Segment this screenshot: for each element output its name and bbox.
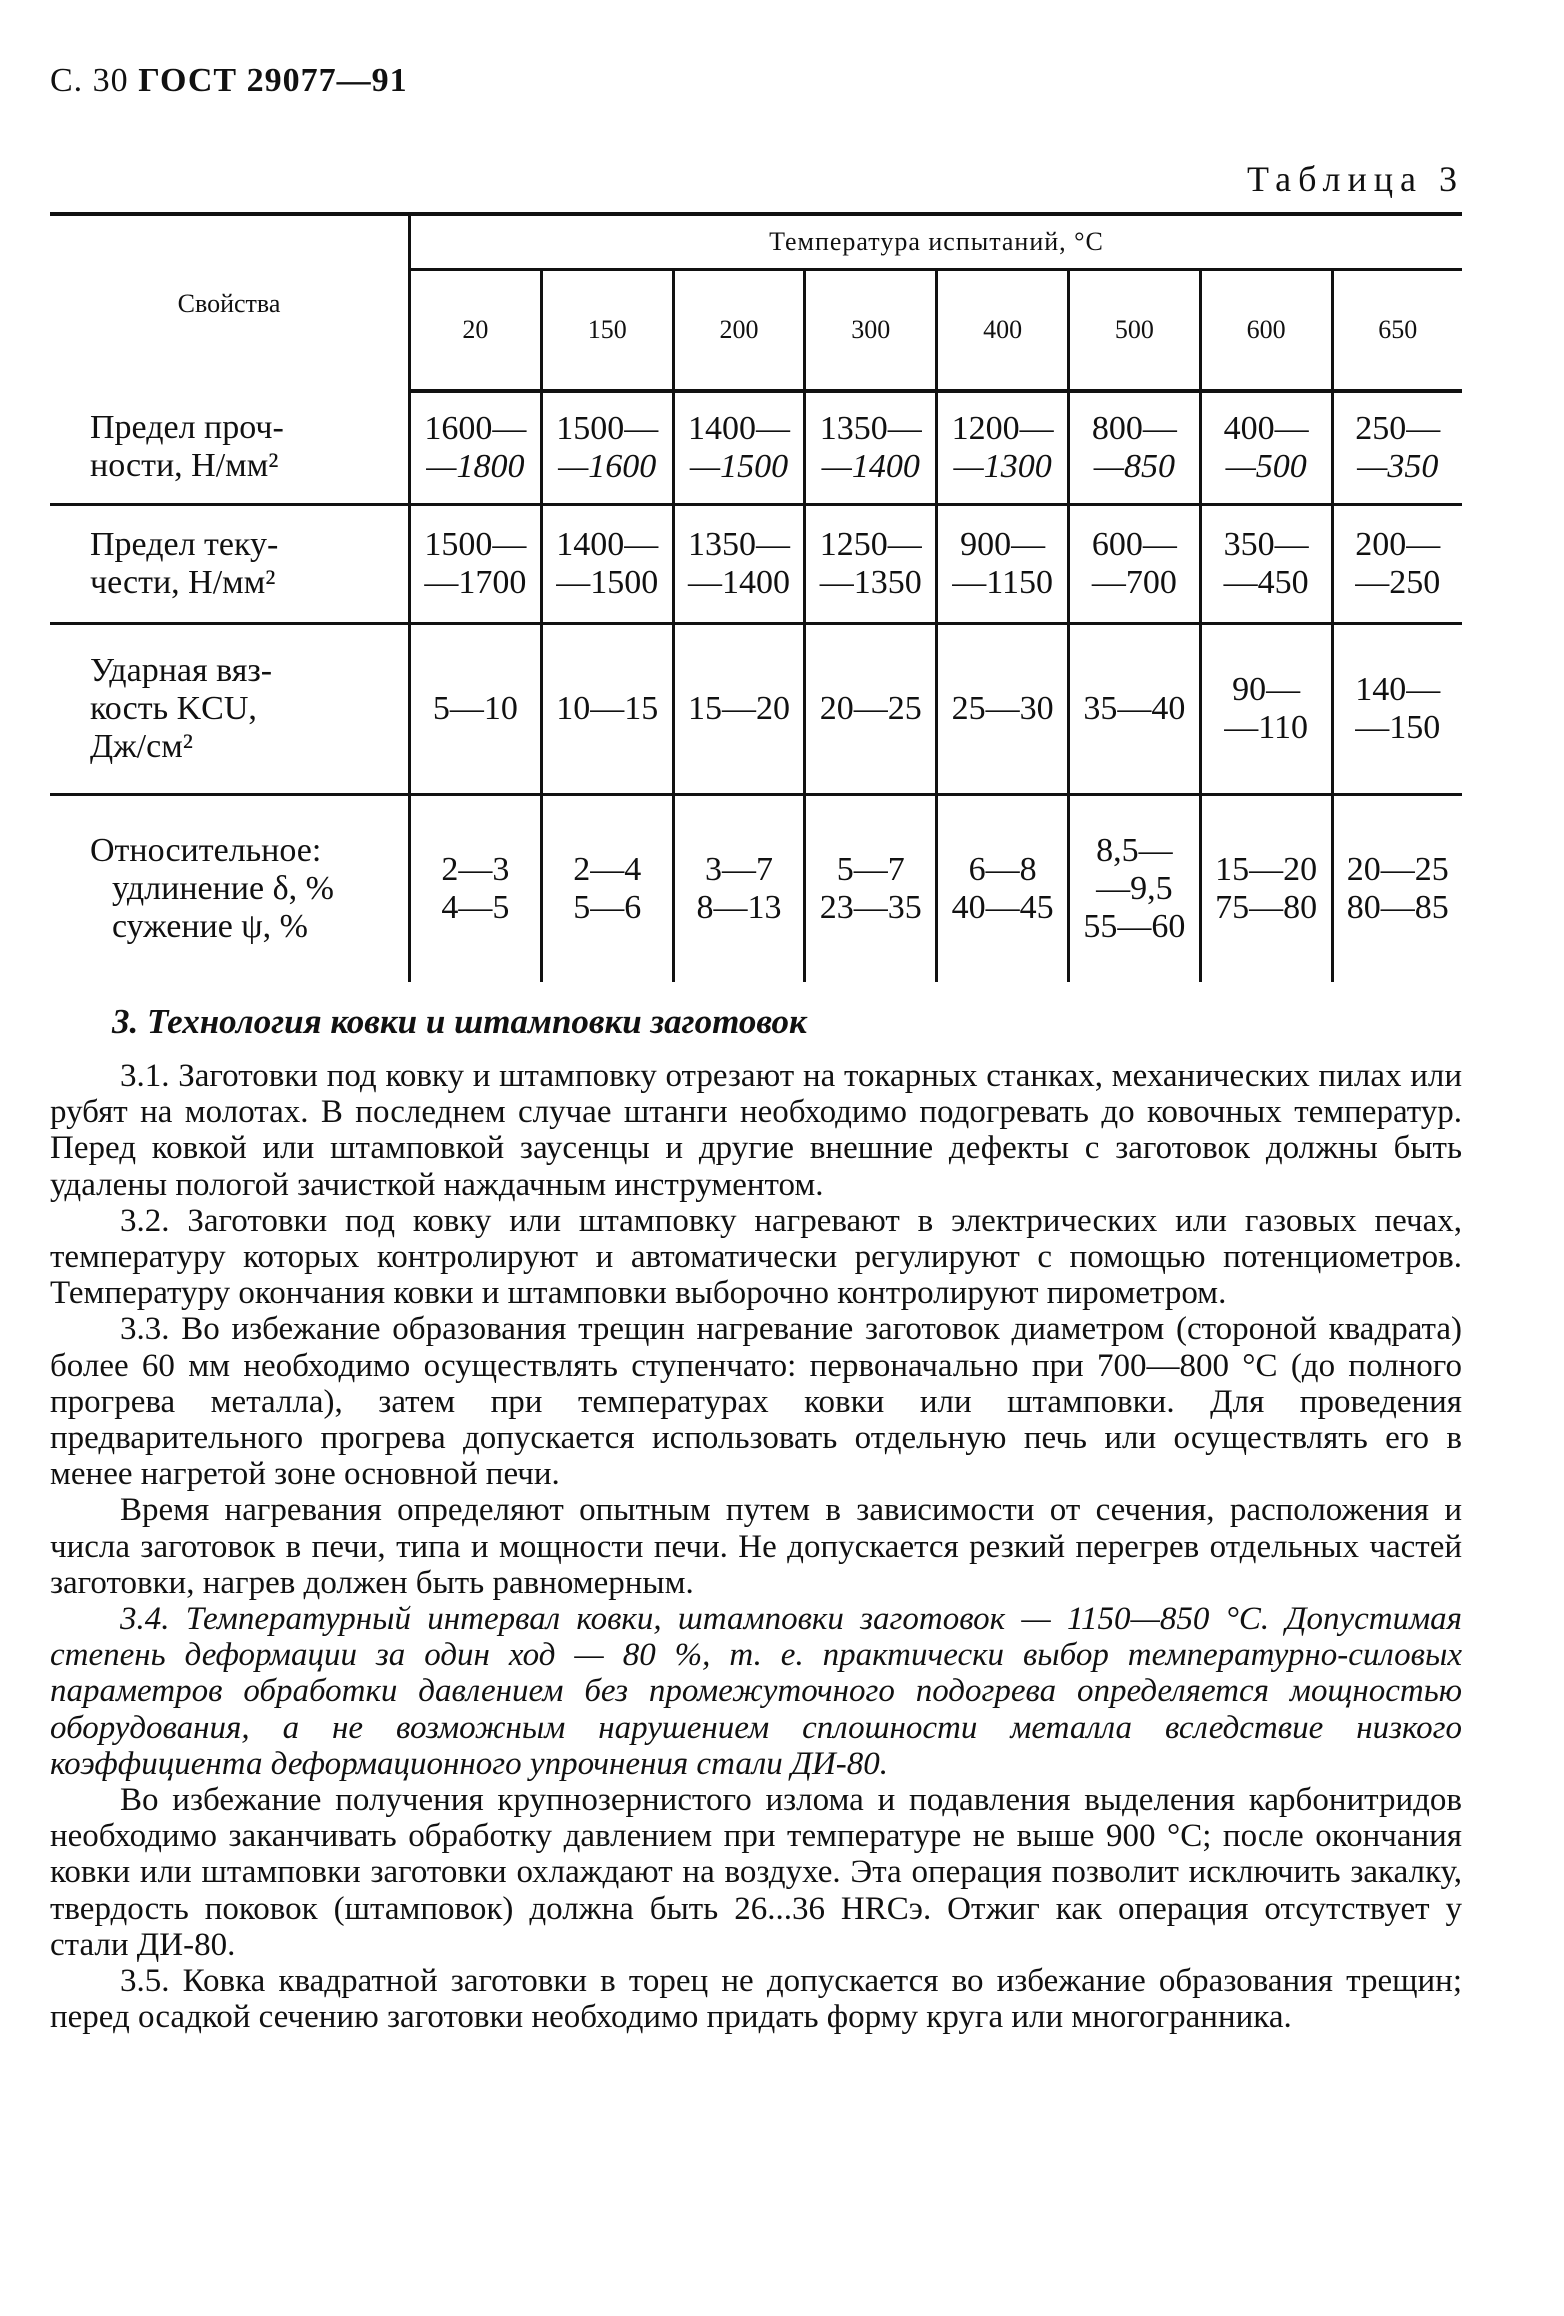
- temperature-cell: 600: [1200, 270, 1332, 392]
- table-body: [50, 391, 1462, 982]
- value-cell: 1500— —1600: [541, 391, 673, 505]
- table-header-row: [50, 214, 1462, 270]
- temperature-cell: 150: [541, 270, 673, 392]
- property-label: Предел теку- чести, Н/мм²: [50, 505, 410, 624]
- paragraph: 3.4. Температурный интервал ковки, штамповки заготовок — 1150—850 °С. Допустимая степень деформации за один ход — 80 %, т. е. практически выбор температурно-силовых параметров обработки давлением без промежуточного подогрева определяется мощностью оборудования, а не возможным нарушением сплошности металла вследствие низкого коэффициента деформационного упрочнения стали ДИ-80.: [50, 1601, 1462, 1782]
- temperature-header: Температура испытаний, °С: [410, 214, 1463, 270]
- value-cell: 400— —500: [1200, 391, 1332, 505]
- page-header: [50, 62, 408, 100]
- value-cell: 20—25: [805, 624, 937, 795]
- table-row: [50, 795, 1462, 983]
- value-cell: 1250— —1350: [805, 505, 937, 624]
- value-cell: 1350— —1400: [673, 505, 805, 624]
- value-cell: 140— —150: [1332, 624, 1462, 795]
- value-cell: 1600— —1800: [410, 391, 542, 505]
- value-cell: 20—25 80—85: [1332, 795, 1462, 983]
- paragraph: Во избежание получения крупнозернистого излома и подавления выделения карбонитридов необходимо заканчивать обработку давлением при температуре не выше 900 °С; после окончания ковки или штамповки заготовки охлаждают на воздухе. Эта операция позволит исключить закалку, твердость поковок (штамповок) должна быть 26...36 HRCэ. Отжиг как операция отсутствует у стали ДИ-80.: [50, 1782, 1462, 1963]
- temperature-cell: 650: [1332, 270, 1462, 392]
- property-label: Ударная вяз- кость KCU, Дж/см²: [50, 624, 410, 795]
- value-cell: 600— —700: [1068, 505, 1200, 624]
- paragraph: 3.3. Во избежание образования трещин нагревание заготовок диаметром (стороной квадрата) более 60 мм необходимо осуществлять ступенчато: первоначально при 700—800 °С (до полного прогрева металла), затем при температурах ковки или штамповки. Для проведения предварительного прогрева допускается использовать отдельную печь или осуществлять его в менее нагретой зоне основной печи.: [50, 1311, 1462, 1493]
- section-title: 3. Технология ковки и штамповки заготовок: [112, 1002, 807, 1041]
- value-cell: 15—20: [673, 624, 805, 795]
- value-cell: 1400— —1500: [673, 391, 805, 505]
- temperature-cell: 400: [937, 270, 1069, 392]
- value-cell: 900— —1150: [937, 505, 1069, 624]
- value-cell: 1500— —1700: [410, 505, 542, 624]
- temperature-cell: 20: [410, 270, 542, 392]
- property-label: Относительное: удлинение δ, % сужение ψ, %: [50, 795, 410, 983]
- table-caption: Таблица 3: [1247, 159, 1464, 199]
- value-cell: 90— —110: [1200, 624, 1332, 795]
- value-cell: 3—7 8—13: [673, 795, 805, 983]
- value-cell: 2—3 4—5: [410, 795, 542, 983]
- section-body: [50, 1058, 1462, 2035]
- property-label: Предел проч- ности, Н/мм²: [50, 391, 410, 505]
- temperature-cell: 200: [673, 270, 805, 392]
- table-row: [50, 624, 1462, 795]
- value-cell: 25—30: [937, 624, 1069, 795]
- value-cell: 800— —850: [1068, 391, 1200, 505]
- value-cell: 8,5— —9,5 55—60: [1068, 795, 1200, 983]
- value-cell: 5—7 23—35: [805, 795, 937, 983]
- paragraph: 3.1. Заготовки под ковку и штамповку отрезают на токарных станках, механических пилах или рубят на молотах. В последнем случае штанги необходимо подогревать до ковочных температур. Перед ковкой или штамповкой заусенцы и другие внешние дефекты с заготовок должны быть удалены пологой зачисткой наждачным инструментом.: [50, 1058, 1462, 1203]
- value-cell: 1200— —1300: [937, 391, 1069, 505]
- value-cell: 250— —350: [1332, 391, 1462, 505]
- table-row: [50, 505, 1462, 624]
- properties-table: [50, 212, 1462, 982]
- paragraph: 3.5. Ковка квадратной заготовки в торец не допускается во избежание образования трещин; перед осадкой сечению заготовки необходимо придать форму круга или многогранника.: [50, 1963, 1462, 2036]
- value-cell: 5—10: [410, 624, 542, 795]
- paragraph: 3.2. Заготовки под ковку или штамповку нагревают в электрических или газовых печах, температуру которых контролируют и автоматически регулируют с помощью потенциометров. Температуру окончания ковки и штамповки выборочно контролируют пирометром.: [50, 1202, 1462, 1312]
- page-number: С. 30: [50, 62, 129, 99]
- paragraph: Время нагревания определяют опытным путем в зависимости от сечения, расположения и числа заготовок в печи, типа и мощности печи. Не допускается резкий перегрев отдельных частей заготовки, нагрев должен быть равномерным.: [50, 1492, 1462, 1601]
- value-cell: 1350— —1400: [805, 391, 937, 505]
- table-row: [50, 391, 1462, 505]
- value-cell: 35—40: [1068, 624, 1200, 795]
- value-cell: 1400— —1500: [541, 505, 673, 624]
- value-cell: 6—8 40—45: [937, 795, 1069, 983]
- temperature-cell: 300: [805, 270, 937, 392]
- value-cell: 2—4 5—6: [541, 795, 673, 983]
- temperature-cell: 500: [1068, 270, 1200, 392]
- value-cell: 10—15: [541, 624, 673, 795]
- value-cell: 350— —450: [1200, 505, 1332, 624]
- property-column-header: Свойства: [50, 214, 410, 391]
- value-cell: 200— —250: [1332, 505, 1462, 624]
- value-cell: 15—20 75—80: [1200, 795, 1332, 983]
- standard-number: ГОСТ 29077—91: [138, 62, 408, 99]
